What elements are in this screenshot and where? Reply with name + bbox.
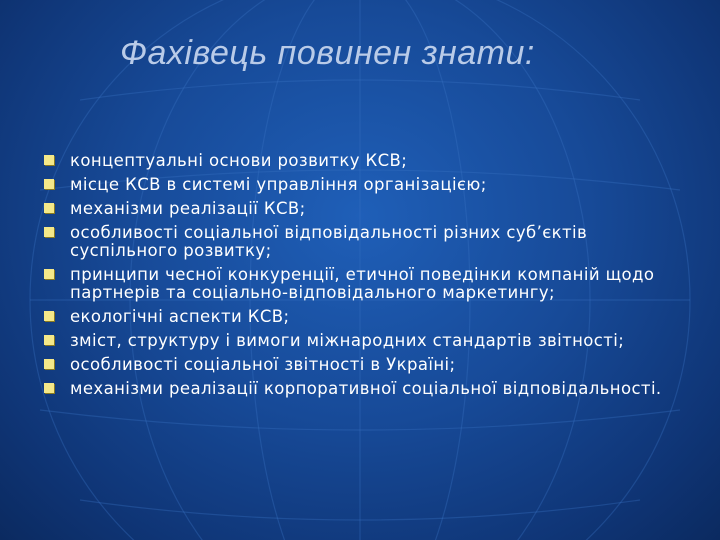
list-item-text: місце КСВ в системі управління організацією; <box>70 175 487 194</box>
list-item-text: концептуальні основи розвитку КСВ; <box>70 151 408 170</box>
list-item-text: екологічні аспекти КСВ; <box>70 307 290 326</box>
list-item <box>42 266 692 302</box>
list-item-text: особливості соціальної звітності в Україні; <box>70 355 456 374</box>
square-bullet-icon <box>44 383 54 393</box>
list-item-text: особливості соціальної відповідальності різних суб’єктів суспільного розвитку; <box>70 223 588 260</box>
square-bullet-icon <box>44 269 54 279</box>
list-item <box>42 356 692 374</box>
list-item <box>42 176 692 194</box>
square-bullet-icon <box>44 155 54 165</box>
list-item-text: механізми реалізації корпоративної соціальної відповідальності. <box>70 379 662 398</box>
list-item-text: принципи чесної конкуренції, етичної поведінки компаній щодо партнерів та соціально-відповідального маркетингу; <box>70 265 655 302</box>
bullet-list <box>42 152 692 404</box>
square-bullet-icon <box>44 311 54 321</box>
list-item-text: механізми реалізації КСВ; <box>70 199 306 218</box>
square-bullet-icon <box>44 227 54 237</box>
slide-title: Фахівець повинен знати: <box>120 34 535 72</box>
square-bullet-icon <box>44 179 54 189</box>
square-bullet-icon <box>44 359 54 369</box>
list-item <box>42 200 692 218</box>
list-item <box>42 308 692 326</box>
list-item <box>42 152 692 170</box>
square-bullet-icon <box>44 203 54 213</box>
square-bullet-icon <box>44 335 54 345</box>
list-item <box>42 332 692 350</box>
list-item <box>42 380 692 398</box>
list-item <box>42 224 692 260</box>
list-item-text: зміст, структуру і вимоги міжнародних стандартів звітності; <box>70 331 625 350</box>
